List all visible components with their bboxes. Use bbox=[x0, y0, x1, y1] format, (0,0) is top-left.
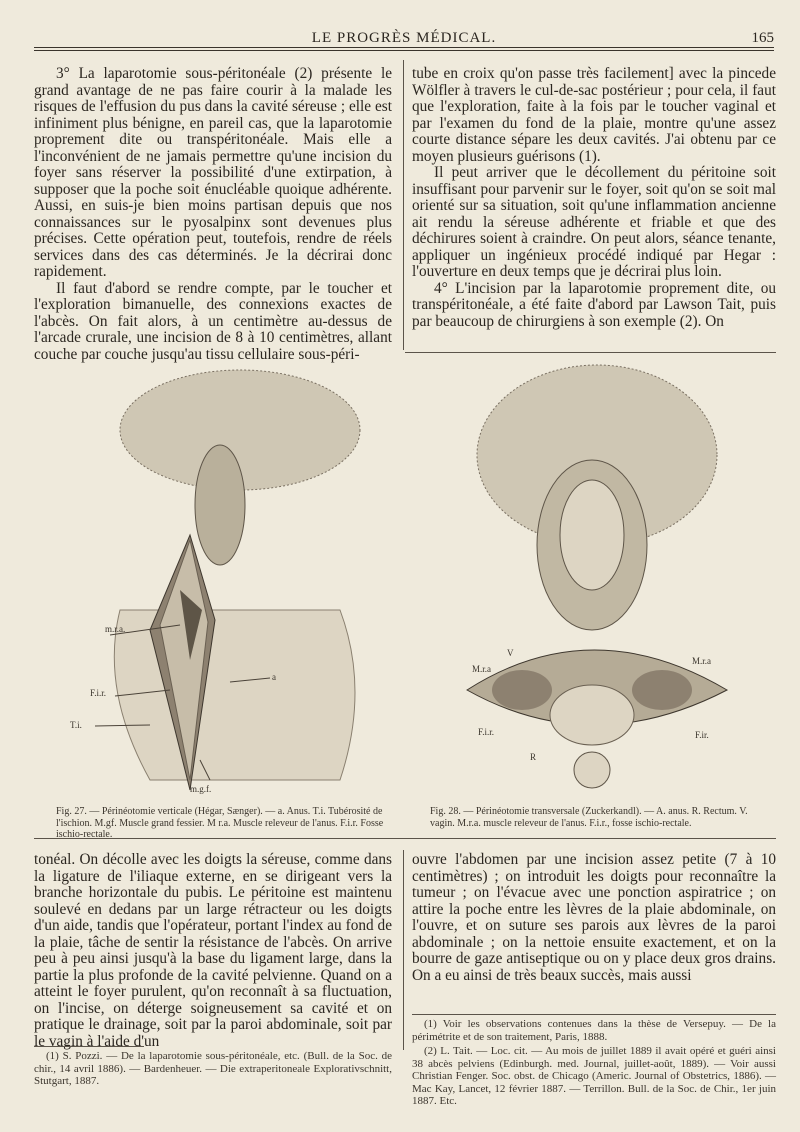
figure-27-illustration bbox=[40, 360, 390, 800]
paragraph: tube en croix qu'on passe très facilement] avec la pincede Wölfler à travers le cul-de-sac postérieur ; pour cela, il faut que l'exploration, faite à la fois par le toucher vaginal et par l'examen du fond de la plaie, montre qu'une assez courte distance sépare les deux cavités. J'ai obtenu par ce moyen plusieurs guérisons (1). bbox=[412, 65, 776, 165]
label-fir-right: F.ir. bbox=[695, 730, 709, 740]
footnotes-right bbox=[412, 1018, 776, 1110]
figure-27-caption: Fig. 27. — Périnéotomie verticale (Hégar, Sænger). — a. Anus. T.i. Tubérosité de l'ischion. M.gf. Muscle grand fessier. M r.a. Muscle releveur de l'anus. F.i.r. Fosse ischio-rectale. bbox=[56, 806, 384, 840]
footnote-rule-right bbox=[412, 1014, 776, 1015]
footnote: (2) L. Tait. — Loc. cit. — Au mois de juillet 1889 il avait opéré et guéri ainsi 38 abcès pelviens (Edinburgh. med. Journal, juillet-août, 1889). — Voir aussi Christian Fenger. Soc. obst. de Chicago (Americ. Journal of Obstetrics, 1886). — Mac Kay, Lancet, 12 février 1887. — Terrillon. Bull. de la Soc. de Chir., 1er juin 1887. Etc. bbox=[412, 1045, 776, 1107]
header-rule bbox=[34, 47, 774, 51]
paragraph: Il faut d'abord se rendre compte, par le toucher et l'exploration bimanuelle, des connexions exactes de l'abcès. On fait alors, à un centimètre au-dessus de l'arcade crurale, une incision de 8 à 10 centimètres, allant couche par couche jusqu'au tissu cellulaire sous-péri- bbox=[34, 279, 392, 363]
paragraph: tonéal. On décolle avec les doigts la séreuse, comme dans la ligature de l'iliaque externe, en se dirigeant vers la branche horizontale du pubis. Le péritoine est maintenu soulevé en dedans par un large rétracteur ou les doigts d'un aide, tandis que l'opérateur, portant l'index au fond de la plaie, tâche de sentir la résistance de l'abcès. On arrive peu à peu ainsi jusqu'à la base du ligament large, dans la partie la plus profonde de la cavité pelvienne. Quand on a atteint le foyer purulent, qu'on reconnaît à sa fluctuation, on l'incise, on déterge soigneusement sa cavité et on pratique le drainage, soit par la paroi abdominale, soit par le vagin à l'aide d'un bbox=[34, 851, 392, 1050]
figure-rule-top bbox=[405, 352, 776, 353]
footnote-rule-left bbox=[34, 1046, 144, 1047]
label-ti: T.i. bbox=[70, 720, 82, 730]
figure-27 bbox=[40, 360, 390, 800]
label-fir: F.i.r. bbox=[90, 688, 107, 698]
footnotes-left bbox=[34, 1050, 392, 1090]
text-column-right-bottom bbox=[412, 852, 776, 984]
label-a: a bbox=[272, 672, 276, 682]
text-column-left-bottom bbox=[34, 852, 392, 1050]
label-mra-left: M.r.a bbox=[472, 664, 491, 674]
footnote: (1) S. Pozzi. — De la laparotomie sous-péritonéale, etc. (Bull. de la Soc. de chir., 14 avril 1886). — Bardenheuer. — Die extraperitoneale Explorativschnitt, Stutgart, 1887. bbox=[34, 1050, 392, 1087]
column-divider-bottom bbox=[403, 850, 404, 1050]
figure-28-caption: Fig. 28. — Périnéotomie transversale (Zuckerkandl). — A. anus. R. Rectum. V. vagin. M.r.a. muscle releveur de l'anus. F.i.r., fosse ischio-rectale. bbox=[430, 806, 748, 829]
footnote: (1) Voir les observations contenues dans la thèse de Versepuy. — De la périmétrite et de son traitement, Paris, 1888. bbox=[412, 1018, 776, 1043]
figure-28-illustration bbox=[412, 360, 776, 800]
label-mgf: m.g.f. bbox=[190, 784, 212, 794]
label-mra: m.r.a. bbox=[105, 624, 126, 634]
paragraph: Il peut arriver que le décollement du péritoine soit insuffisant pour parvenir sur le foyer, soit qu'on se soit mal orienté sur sa situation, soit qu'une inflammation ancienne ait rendu la séreuse adhérente et friable et que des déchirures soient à craindre. On peut alors, séance tenante, appliquer un ingénieux procédé indiqué par Hegar : l'ouverture en deux temps que je décrirai plus loin. bbox=[412, 164, 776, 280]
label-mra-right: M.r.a bbox=[692, 656, 711, 666]
paragraph: ouvre l'abdomen par une incision assez petite (7 à 10 centimètres) ; on introduit les doigts pour reconnaître la tumeur ; on l'évacue avec une ponction aspiratrice ; on attire la poche entre les lèvres de la plaie abdominale, on l'ouvre, et on suture ses parois aux lèvres de la paroi abdominale ; on la nettoie ensuite exactement, et on la bourre de gaze antiseptique ou on y place deux gros drains. On a eu ainsi de très beaux succès, mais aussi bbox=[412, 851, 776, 984]
text-column-left-top bbox=[34, 66, 392, 363]
column-divider-top bbox=[403, 60, 404, 350]
paragraph: 3° La laparotomie sous-péritonéale (2) présente le grand avantage de ne pas faire courir à la malade les risques de l'effusion du pus dans la cavité séreuse ; elle est infiniment plus bénigne, en pareil cas, que la laparotomie proprement dite ou transpéritonéale. Mais elle a l'inconvénient de ne jamais permettre qu'une incision du foyer sans réserver la possibilité d'une extirpation, à supposer que la poche soit énucléable quoique adhérente. Aussi, en suis-je bien moins partisan depuis que nos connaissances sur le pyosalpinx sont devenues plus précises. Cette opération peut, toutefois, rendre de réels services dans des cas déterminés. Je la décrirai donc rapidement. bbox=[34, 65, 392, 280]
journal-title: LE PROGRÈS MÉDICAL. bbox=[311, 30, 497, 46]
paragraph: 4° L'incision par la laparotomie proprement dite, ou transpéritonéale, a été faite d'abord par Lawson Tait, puis par beaucoup de chirurgiens à son exemple (2). On bbox=[412, 279, 776, 330]
text-column-right-top bbox=[412, 66, 776, 330]
page-number: 165 bbox=[751, 30, 774, 46]
label-fir-left: F.i.r. bbox=[478, 727, 495, 737]
label-v: V bbox=[507, 648, 514, 658]
page-header bbox=[34, 26, 774, 48]
figure-28 bbox=[412, 360, 776, 800]
label-r: R bbox=[530, 752, 537, 762]
